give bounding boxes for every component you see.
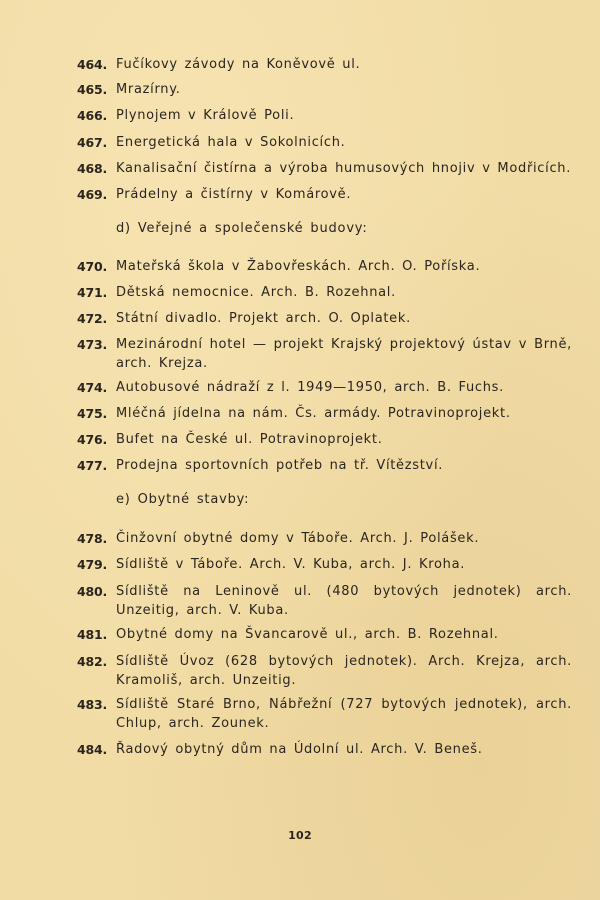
entry-number: 474. bbox=[77, 380, 108, 395]
entry-number: 472. bbox=[77, 311, 108, 326]
entry-number: 483. bbox=[77, 697, 108, 712]
entry-text: Prodejna sportovních potřeb na tř. Vítězství. bbox=[116, 458, 444, 473]
entry-text: Autobusové nádraží z l. 1949—1950, arch. B. Fuchs. bbox=[116, 380, 504, 395]
entry-number: 479. bbox=[77, 557, 108, 572]
entry-number: 468. bbox=[77, 161, 108, 176]
entry-number: 482. bbox=[77, 654, 108, 669]
section-heading-e: e) Obytné stavby: bbox=[116, 492, 250, 507]
entry-number: 475. bbox=[77, 406, 108, 421]
entry-number: 465. bbox=[77, 82, 108, 97]
entry-text: Řadový obytný dům na Údolní ul. Arch. V. Beneš. bbox=[116, 742, 483, 757]
entry-text: Mateřská škola v Žabovřeskách. Arch. O. Poříska. bbox=[116, 259, 481, 274]
entry-number: 464. bbox=[77, 57, 108, 72]
entry-text: Bufet na České ul. Potravinoprojekt. bbox=[116, 432, 383, 447]
entry-text: Mezinárodní hotel — projekt Krajský projektový ústav v Brně, arch. Krejza. bbox=[116, 337, 572, 371]
entry-number: 478. bbox=[77, 531, 108, 546]
entry-number: 467. bbox=[77, 135, 108, 150]
page-number: 102 bbox=[288, 829, 312, 842]
entry-text: Činžovní obytné domy v Táboře. Arch. J. Polášek. bbox=[116, 531, 480, 546]
entry-number: 469. bbox=[77, 187, 108, 202]
entry-text: Sídliště Staré Brno, Nábřežní (727 bytových jednotek), arch. Chlup, arch. Zounek. bbox=[116, 697, 572, 731]
entry-number: 471. bbox=[77, 285, 108, 300]
entry-text: Kanalisační čistírna a výroba humusových hnojiv v Modřicích. bbox=[116, 161, 572, 176]
entry-text: Sídliště na Leninově ul. (480 bytových jednotek) arch. Unzeitig, arch. V. Kuba. bbox=[116, 584, 572, 618]
entry-text: Sídliště Úvoz (628 bytových jednotek). Arch. Krejza, arch. Kramoliš, arch. Unzeitig. bbox=[116, 654, 572, 688]
entry-number: 466. bbox=[77, 108, 108, 123]
entry-text: Energetická hala v Sokolnicích. bbox=[116, 135, 346, 150]
entry-number: 470. bbox=[77, 259, 108, 274]
entry-number: 477. bbox=[77, 458, 108, 473]
entry-text: Dětská nemocnice. Arch. B. Rozehnal. bbox=[116, 285, 396, 300]
entry-number: 484. bbox=[77, 742, 108, 757]
entry-text: Obytné domy na Švancarově ul., arch. B. Rozehnal. bbox=[116, 627, 499, 642]
entry-text: Plynojem v Králově Poli. bbox=[116, 108, 295, 123]
entry-text: Mléčná jídelna na nám. Čs. armády. Potravinoprojekt. bbox=[116, 406, 511, 421]
entry-text: Mrazírny. bbox=[116, 82, 181, 97]
entry-number: 480. bbox=[77, 584, 108, 599]
entry-text: Prádelny a čistírny v Komárově. bbox=[116, 187, 352, 202]
entry-number: 473. bbox=[77, 337, 108, 352]
entry-number: 481. bbox=[77, 627, 108, 642]
entry-number: 476. bbox=[77, 432, 108, 447]
entry-text: Státní divadlo. Projekt arch. O. Oplatek. bbox=[116, 311, 411, 326]
entry-text: Fučíkovy závody na Koněvově ul. bbox=[116, 57, 361, 72]
section-heading-d: d) Veřejné a společenské budovy: bbox=[116, 221, 368, 236]
entry-text: Sídliště v Táboře. Arch. V. Kuba, arch. J. Kroha. bbox=[116, 557, 466, 572]
